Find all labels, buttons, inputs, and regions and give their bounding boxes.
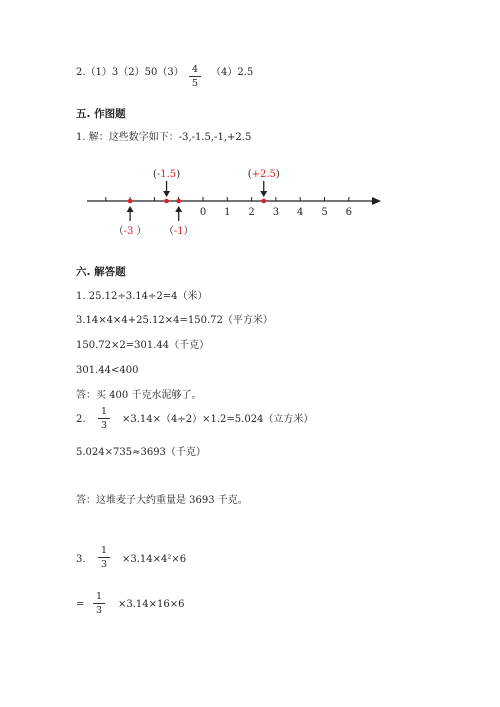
fraction-one-third-q3 bbox=[98, 545, 110, 570]
point-label: （-3 ） bbox=[113, 226, 147, 237]
q3-line2-expression: ×3.14×16×6 bbox=[118, 599, 185, 610]
q2-expression: ×3.14×（4÷2）×1.2=5.024（立方米） bbox=[122, 414, 314, 425]
point-label: (+2.5) bbox=[247, 169, 280, 180]
fraction-denominator: 3 bbox=[95, 605, 103, 616]
solution-answer-1: 答：买 400 千克水泥够了。 bbox=[76, 390, 202, 401]
number-line-points bbox=[114, 169, 280, 237]
section-five-title: 五. 作图题 bbox=[76, 108, 126, 120]
q3-equals: = bbox=[76, 599, 85, 610]
q2-number: 2. bbox=[76, 414, 86, 425]
tick-label: 1 bbox=[224, 207, 231, 218]
q3-expression: ×3.14×4²×6 bbox=[122, 554, 187, 565]
number-point bbox=[176, 199, 181, 204]
fraction-one-third-q2 bbox=[98, 406, 110, 431]
pointer-arrowhead bbox=[127, 206, 134, 212]
pointer-arrowhead bbox=[260, 191, 267, 197]
number-line-diagram bbox=[0, 0, 500, 260]
solution-line-1: 1. 25.12÷3.14÷2=4（米） bbox=[76, 291, 208, 302]
number-point bbox=[128, 199, 133, 204]
fraction-denominator: 3 bbox=[100, 559, 108, 570]
number-line-ticks bbox=[106, 197, 352, 218]
axis-arrowhead bbox=[372, 197, 381, 205]
q2-answer: 答：这堆麦子大约重量是 3693 千克。 bbox=[76, 495, 248, 506]
fraction-numerator: 1 bbox=[100, 545, 108, 556]
pointer-arrowhead bbox=[163, 191, 170, 197]
tick-label: 5 bbox=[321, 207, 328, 218]
point-label: (-1.5) bbox=[152, 169, 181, 180]
q2-line-2: 5.024×735≈3693（千克） bbox=[76, 447, 206, 458]
fraction-denominator: 3 bbox=[100, 420, 108, 431]
fraction-bar bbox=[98, 557, 110, 558]
tick-label: 4 bbox=[297, 207, 304, 218]
answer-q2-prefix: 2.（1）3（2）50（3） bbox=[76, 67, 184, 78]
section-five-answer: 1. 解：这些数字如下：-3,-1.5,-1,+2.5 bbox=[76, 132, 252, 143]
number-point bbox=[261, 199, 266, 204]
pointer-arrowhead bbox=[175, 206, 182, 212]
tick-label: 0 bbox=[199, 207, 207, 218]
fraction-numerator: 1 bbox=[95, 591, 103, 602]
tick-label: 6 bbox=[345, 207, 352, 218]
fraction-bar bbox=[93, 603, 105, 604]
fraction-numerator: 4 bbox=[191, 64, 199, 75]
q3-number: 3. bbox=[76, 554, 86, 565]
section-six-title: 六. 解答题 bbox=[76, 266, 126, 278]
point-label: （-1） bbox=[163, 226, 194, 237]
tick-label: 2 bbox=[248, 207, 255, 218]
fraction-one-third-q3-line2 bbox=[93, 591, 105, 616]
solution-line-4: 301.44<400 bbox=[76, 365, 139, 376]
tick-label: 3 bbox=[272, 207, 280, 218]
answer-q2-suffix: （4）2.5 bbox=[211, 67, 254, 78]
solution-line-3: 150.72×2=301.44（千克） bbox=[76, 340, 210, 351]
fraction-denominator: 5 bbox=[191, 78, 199, 89]
fraction-numerator: 1 bbox=[100, 406, 108, 417]
fraction-bar bbox=[98, 418, 110, 419]
number-point bbox=[164, 199, 169, 204]
solution-line-2: 3.14×4×4+25.12×4=150.72（平方米） bbox=[76, 315, 273, 326]
